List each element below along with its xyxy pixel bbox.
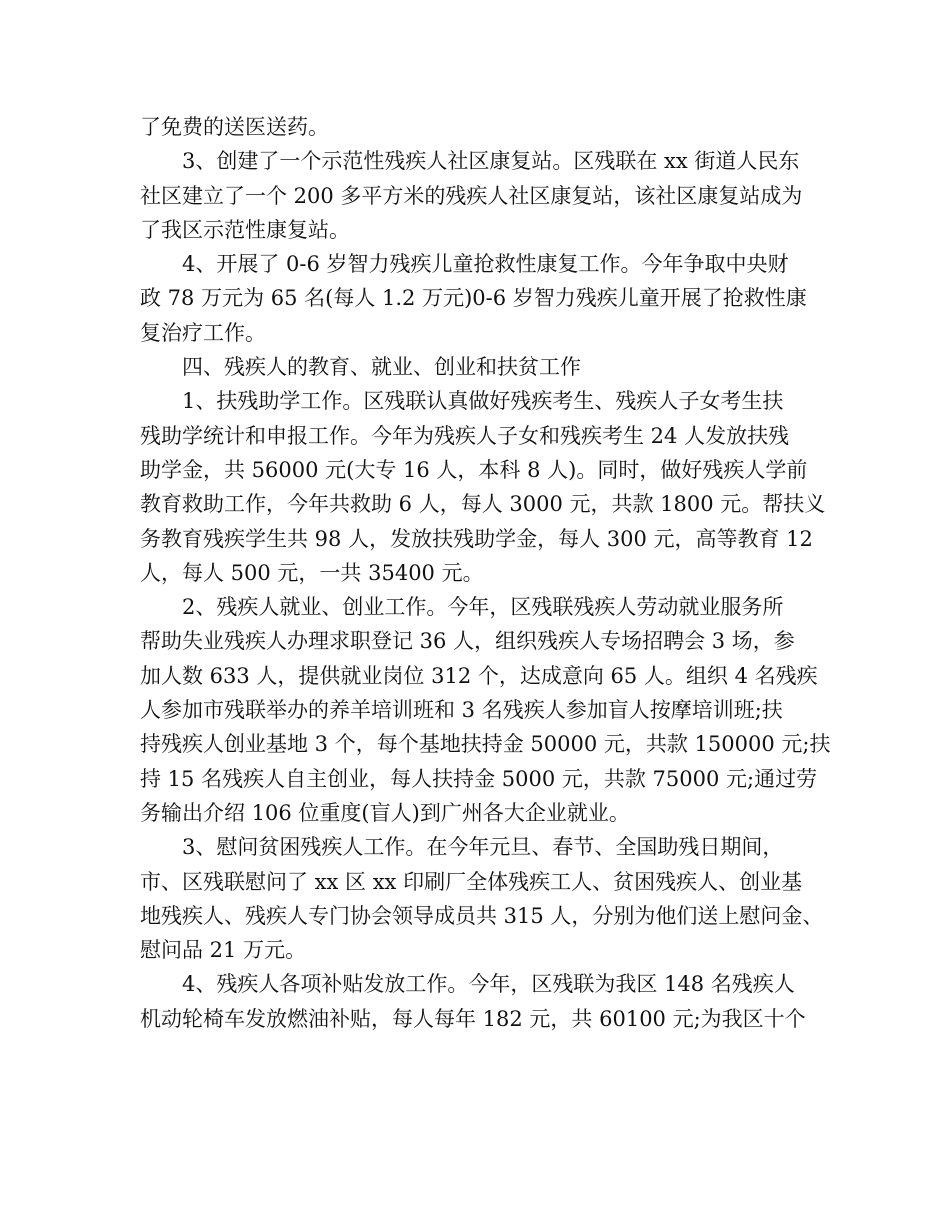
text-line: 政 78 万元为 65 名(每人 1.2 万元)0-6 岁智力残疾儿童开展了抢救性康: [140, 286, 807, 311]
text-line: 社区建立了一个 200 多平方米的残疾人社区康复站，该社区康复站成为: [140, 183, 803, 208]
text-line: 地残疾人、残疾人专门协会领导成员共 315 人，分别为他们送上慰问金、: [140, 903, 824, 928]
text-line: 了免费的送医送药。: [140, 115, 329, 139]
text-line: 帮助失业残疾人办理求职登记 36 人，组织残疾人专场招聘会 3 场，参: [140, 629, 795, 654]
text-line: 持残疾人创业基地 3 个，每个基地扶持金 50000 元，共款 150000 元;扶: [140, 732, 831, 757]
text-line: 复治疗工作。: [140, 320, 266, 345]
text-line: 市、区残联慰问了 xx 区 xx 印刷厂全体残疾工人、贫困残疾人、创业基: [140, 869, 803, 894]
paragraph-first-line: 3、慰问贫困残疾人工作。在今年元旦、春节、全国助残日期间，: [182, 835, 784, 860]
text-line: 持 15 名残疾人自主创业，每人扶持金 5000 元，共款 75000 元;通过劳: [140, 766, 818, 791]
paragraph-first-line: 2、残疾人就业、创业工作。今年，区残联残疾人劳动就业服务所: [182, 595, 784, 620]
paragraph-first-line: 4、残疾人各项补贴发放工作。今年，区残联为我区 148 名残疾人: [182, 972, 795, 997]
text-line: 务输出介绍 106 位重度(盲人)到广州各大企业就业。: [140, 800, 630, 825]
text-line: 加人数 633 人，提供就业岗位 312 个，达成意向 65 人。组织 4 名残疾: [140, 663, 818, 688]
text-line: 助学金，共 56000 元(大专 16 人，本科 8 人)。同时，做好残疾人学前: [140, 457, 808, 482]
text-line: 人，每人 500 元，一共 35400 元。: [140, 560, 484, 585]
text-line: 机动轮椅车发放燃油补贴，每人每年 182 元，共 60100 元;为我区十个: [140, 1006, 806, 1031]
document-body: [140, 110, 830, 1036]
text-line: 教育救助工作，今年共救助 6 人，每人 3000 元，共款 1800 元。帮扶义: [140, 492, 826, 517]
text-line: 务教育残疾学生共 98 人，发放扶残助学金，每人 300 元，高等教育 12: [140, 526, 813, 551]
paragraph-first-line: 4、开展了 0-6 岁智力残疾儿童抢救性康复工作。今年争取中央财: [182, 252, 789, 277]
paragraph-first-line: 四、残疾人的教育、就业、创业和扶贫工作: [182, 355, 581, 380]
paragraph-first-line: 3、创建了一个示范性残疾人社区康复站。区残联在 xx 街道人民东: [182, 149, 800, 174]
text-line: 残助学统计和申报工作。今年为残疾人子女和残疾考生 24 人发放扶残: [140, 423, 790, 448]
text-line: 人参加市残联举办的养羊培训班和 3 名残疾人参加盲人按摩培训班;扶: [140, 698, 783, 723]
paragraph-first-line: 1、扶残助学工作。区残联认真做好残疾考生、残疾人子女考生扶: [182, 389, 784, 414]
text-line: 慰问品 21 万元。: [140, 938, 307, 963]
text-line: 了我区示范性康复站。: [140, 217, 350, 242]
